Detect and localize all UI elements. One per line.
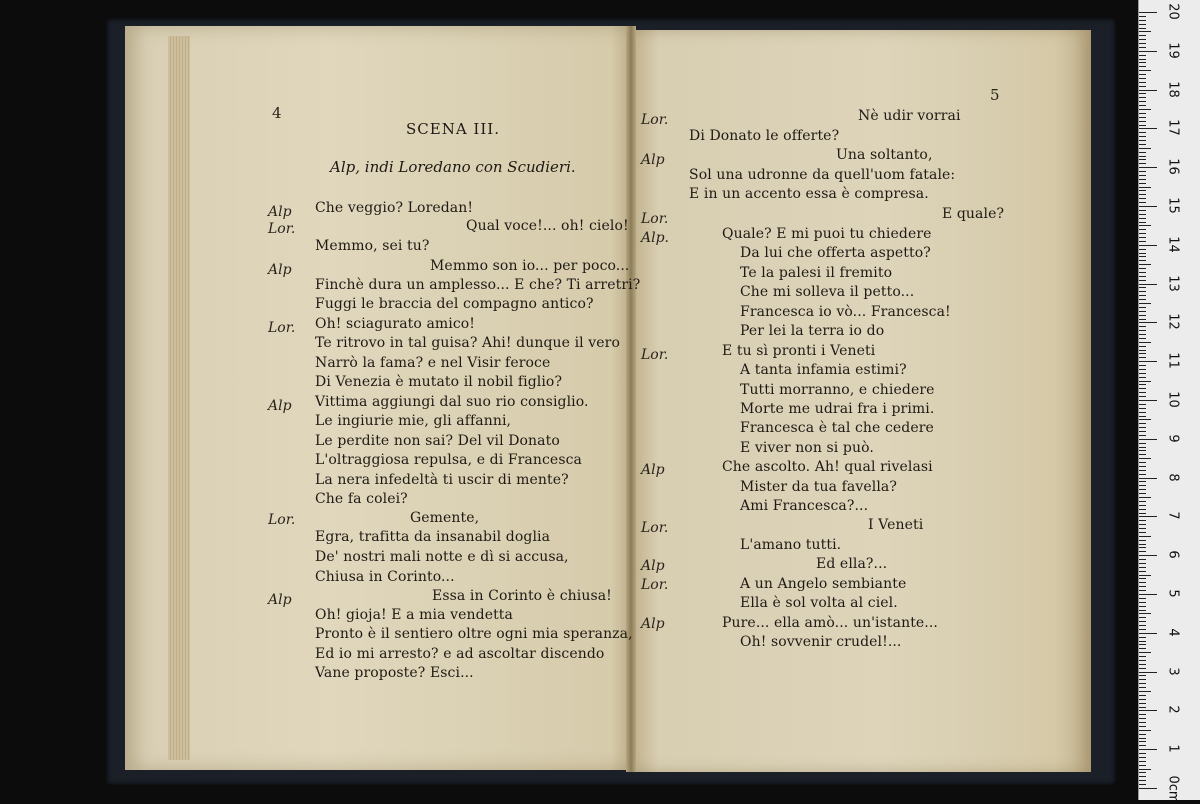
ruler-tick bbox=[1139, 225, 1151, 226]
ruler-tick bbox=[1139, 47, 1146, 48]
ruler-tick bbox=[1139, 501, 1146, 502]
ruler-tick bbox=[1139, 206, 1157, 207]
verse-line: Fuggi le braccia del compagno antico? bbox=[315, 296, 594, 312]
ruler-tick bbox=[1139, 384, 1146, 385]
ruler-tick bbox=[1139, 78, 1146, 79]
ruler-tick bbox=[1139, 788, 1157, 789]
ruler-tick bbox=[1139, 187, 1151, 188]
ruler-tick bbox=[1139, 423, 1146, 424]
ruler-tick bbox=[1139, 462, 1146, 463]
verse-line: Che ascolto. Ah! qual rivelasi bbox=[722, 459, 933, 475]
ruler-tick bbox=[1139, 268, 1146, 269]
ruler-tick bbox=[1139, 544, 1146, 545]
ruler-number: 0cm bbox=[1165, 775, 1181, 804]
speaker-label: Alp bbox=[268, 204, 292, 220]
ruler-tick bbox=[1139, 443, 1146, 444]
verse-line: Sol una udronne da quell'uom fatale: bbox=[689, 167, 956, 183]
ruler-tick bbox=[1139, 90, 1157, 91]
ruler-tick bbox=[1139, 765, 1146, 766]
ruler-tick bbox=[1139, 466, 1146, 467]
ruler-tick bbox=[1139, 485, 1146, 486]
ruler-tick bbox=[1139, 528, 1146, 529]
ruler-tick bbox=[1139, 128, 1157, 129]
ruler-tick bbox=[1139, 683, 1146, 684]
ruler-tick bbox=[1139, 509, 1146, 510]
ruler-tick bbox=[1139, 641, 1146, 642]
ruler-tick bbox=[1139, 505, 1146, 506]
ruler-tick bbox=[1139, 194, 1146, 195]
verse-line: Nè udir vorrai bbox=[858, 108, 961, 124]
ruler-tick bbox=[1139, 551, 1146, 552]
verse-line: Te ritrovo in tal guisa? Ahi! dunque il vero bbox=[315, 335, 620, 351]
ruler-tick bbox=[1139, 210, 1146, 211]
speaker-label: Alp. bbox=[641, 230, 669, 246]
speaker-label: Lor. bbox=[268, 320, 296, 336]
ruler-tick bbox=[1139, 513, 1146, 514]
ruler-tick bbox=[1139, 326, 1146, 327]
ruler-tick bbox=[1139, 745, 1146, 746]
ruler-tick bbox=[1139, 679, 1146, 680]
speaker-label: Alp bbox=[641, 152, 665, 168]
speaker-label: Alp bbox=[268, 592, 292, 608]
verse-line: Francesca è tal che cedere bbox=[740, 420, 934, 436]
ruler-tick bbox=[1139, 214, 1146, 215]
ruler-tick bbox=[1139, 610, 1146, 611]
ruler-tick bbox=[1139, 707, 1146, 708]
verse-line: E quale? bbox=[942, 206, 1005, 222]
verse-line: Pronto è il sentiero oltre ogni mia speranza, bbox=[315, 626, 633, 642]
ruler-tick bbox=[1139, 229, 1146, 230]
speaker-label: Alp bbox=[641, 558, 665, 574]
ruler-tick bbox=[1139, 598, 1146, 599]
ruler-tick bbox=[1139, 419, 1151, 420]
ruler-tick bbox=[1139, 198, 1146, 199]
ruler-tick bbox=[1139, 594, 1157, 595]
ruler-tick bbox=[1139, 613, 1151, 614]
ruler-tick bbox=[1139, 249, 1146, 250]
ruler-tick bbox=[1139, 644, 1146, 645]
verse-line: L'oltraggiosa repulsa, e di Francesca bbox=[315, 452, 582, 468]
speaker-label: Lor. bbox=[268, 512, 296, 528]
ruler-tick bbox=[1139, 396, 1146, 397]
ruler-number: 1 bbox=[1165, 744, 1181, 753]
ruler-tick bbox=[1139, 291, 1146, 292]
ruler-number: 9 bbox=[1165, 434, 1181, 443]
verse-line: Chiusa in Corinto... bbox=[315, 569, 455, 585]
ruler-tick bbox=[1139, 431, 1146, 432]
ruler-tick bbox=[1139, 218, 1146, 219]
ruler-tick bbox=[1139, 152, 1146, 153]
ruler-tick bbox=[1139, 20, 1146, 21]
ruler-tick bbox=[1139, 144, 1146, 145]
ruler-number: 5 bbox=[1165, 589, 1181, 598]
ruler-tick bbox=[1139, 656, 1146, 657]
ruler-tick bbox=[1139, 675, 1146, 676]
ruler-tick bbox=[1139, 625, 1146, 626]
verse-line: Che mi solleva il petto... bbox=[740, 284, 915, 300]
ruler-tick bbox=[1139, 450, 1146, 451]
ruler-number: 12 bbox=[1165, 313, 1181, 331]
verse-line: Che veggio? Loredan! bbox=[315, 200, 474, 216]
ruler-tick bbox=[1139, 330, 1146, 331]
ruler-tick bbox=[1139, 687, 1146, 688]
ruler-tick bbox=[1139, 361, 1157, 362]
verse-line: Mister da tua favella? bbox=[740, 479, 897, 495]
verse-line: Finchè dura un amplesso... E che? Ti arretri? bbox=[315, 277, 641, 293]
ruler-tick bbox=[1139, 311, 1146, 312]
verse-line: Egra, trafitta da insanabil doglia bbox=[315, 529, 551, 545]
verse-line: Tutti morranno, e chiedere bbox=[740, 382, 935, 398]
verse-line: Te la palesi il fremito bbox=[740, 265, 893, 281]
ruler-number: 4 bbox=[1165, 628, 1181, 637]
ruler-tick bbox=[1139, 586, 1146, 587]
ruler-tick bbox=[1139, 59, 1146, 60]
ruler-tick bbox=[1139, 156, 1146, 157]
right-page-number: 5 bbox=[990, 86, 1000, 104]
verse-line: Ed ella?... bbox=[816, 556, 888, 572]
ruler-tick bbox=[1139, 190, 1146, 191]
ruler-tick bbox=[1139, 28, 1146, 29]
ruler-tick bbox=[1139, 769, 1151, 770]
verse-line: A un Angelo sembiante bbox=[740, 576, 907, 592]
verse-line: Memmo son io... per poco... bbox=[430, 258, 630, 274]
ruler-tick bbox=[1139, 761, 1146, 762]
ruler-tick bbox=[1139, 648, 1146, 649]
ruler-number: 13 bbox=[1165, 274, 1181, 292]
speaker-label: Lor. bbox=[641, 347, 669, 363]
ruler-tick bbox=[1139, 660, 1146, 661]
ruler-tick bbox=[1139, 93, 1146, 94]
ruler-tick bbox=[1139, 524, 1146, 525]
speaker-label: Lor. bbox=[641, 577, 669, 593]
ruler-tick bbox=[1139, 478, 1157, 479]
ruler-tick bbox=[1139, 695, 1146, 696]
ruler-number: 16 bbox=[1165, 158, 1181, 175]
ruler-tick bbox=[1139, 567, 1146, 568]
measuring-ruler bbox=[1138, 0, 1200, 804]
ruler-tick bbox=[1139, 97, 1146, 98]
ruler-tick bbox=[1139, 668, 1146, 669]
ruler-tick bbox=[1139, 377, 1146, 378]
ruler-tick bbox=[1139, 710, 1157, 711]
ruler-tick bbox=[1139, 427, 1146, 428]
ruler-number: 7 bbox=[1165, 511, 1181, 521]
verse-line: Le ingiurie mie, gli affanni, bbox=[315, 413, 512, 429]
ruler-tick bbox=[1139, 66, 1146, 67]
ruler-tick bbox=[1139, 253, 1146, 254]
ruler-tick bbox=[1139, 315, 1146, 316]
verse-line: Vane proposte? Esci... bbox=[315, 665, 474, 681]
ruler-tick bbox=[1139, 408, 1146, 409]
scene-subtitle: Alp, indi Loredano con Scudieri. bbox=[330, 158, 576, 176]
ruler-tick bbox=[1139, 163, 1146, 164]
verse-line: Di Donato le offerte? bbox=[689, 128, 840, 144]
verse-line: Di Venezia è mutato il nobil figlio? bbox=[315, 374, 563, 390]
ruler-tick bbox=[1139, 51, 1157, 52]
ruler-tick bbox=[1139, 664, 1146, 665]
ruler-tick bbox=[1139, 342, 1151, 343]
verse-line: Morte me udrai fra i primi. bbox=[740, 401, 935, 417]
ruler-tick bbox=[1139, 357, 1146, 358]
verse-line: E in un accento essa è compresa. bbox=[689, 186, 929, 202]
ruler-tick bbox=[1139, 256, 1146, 257]
ruler-number: 17 bbox=[1165, 119, 1181, 137]
ruler-tick bbox=[1139, 416, 1146, 417]
ruler-tick bbox=[1139, 435, 1146, 436]
ruler-tick bbox=[1139, 637, 1146, 638]
ruler-tick bbox=[1139, 458, 1151, 459]
ruler-tick bbox=[1139, 516, 1157, 517]
ruler-tick bbox=[1139, 481, 1146, 482]
ruler-tick bbox=[1139, 629, 1146, 630]
ruler-tick bbox=[1139, 536, 1151, 537]
ruler-tick bbox=[1139, 582, 1146, 583]
verse-line: Gemente, bbox=[410, 510, 480, 526]
ruler-tick bbox=[1139, 633, 1157, 634]
ruler-tick bbox=[1139, 730, 1151, 731]
ruler-number: 15 bbox=[1165, 197, 1181, 214]
ruler-tick bbox=[1139, 140, 1146, 141]
ruler-tick bbox=[1139, 353, 1146, 354]
ruler-tick bbox=[1139, 381, 1151, 382]
ruler-tick bbox=[1139, 400, 1157, 401]
ruler-tick bbox=[1139, 338, 1146, 339]
verse-line: E tu sì pronti i Veneti bbox=[722, 343, 876, 359]
ruler-tick bbox=[1139, 454, 1146, 455]
verse-line: E viver non si può. bbox=[740, 440, 874, 456]
verse-line: Le perdite non sai? Del vil Donato bbox=[315, 433, 560, 449]
verse-line: I Veneti bbox=[868, 517, 924, 533]
ruler-tick bbox=[1139, 35, 1146, 36]
verse-line: Essa in Corinto è chiusa! bbox=[432, 588, 612, 604]
ruler-tick bbox=[1139, 101, 1146, 102]
ruler-tick bbox=[1139, 749, 1157, 750]
ruler-tick bbox=[1139, 497, 1151, 498]
ruler-tick bbox=[1139, 369, 1146, 370]
ruler-tick bbox=[1139, 555, 1157, 556]
ruler-tick bbox=[1139, 55, 1146, 56]
page-edges bbox=[168, 36, 190, 760]
ruler-tick bbox=[1139, 175, 1146, 176]
ruler-tick bbox=[1139, 31, 1151, 32]
ruler-tick bbox=[1139, 74, 1146, 75]
verse-line: A tanta infamia estimi? bbox=[740, 362, 907, 378]
ruler-tick bbox=[1139, 559, 1146, 560]
ruler-tick bbox=[1139, 280, 1146, 281]
ruler-tick bbox=[1139, 12, 1157, 13]
verse-line: Pure... ella amò... un'istante... bbox=[722, 615, 938, 631]
ruler-tick bbox=[1139, 563, 1146, 564]
speaker-label: Lor. bbox=[641, 112, 669, 128]
ruler-tick bbox=[1139, 284, 1157, 285]
verse-line: Oh! sovvenir crudel!... bbox=[740, 634, 902, 650]
ruler-number: 8 bbox=[1165, 472, 1181, 482]
ruler-tick bbox=[1139, 439, 1157, 440]
ruler-tick bbox=[1139, 474, 1146, 475]
ruler-tick bbox=[1139, 784, 1146, 785]
ruler-tick bbox=[1139, 322, 1157, 323]
ruler-number: 14 bbox=[1165, 236, 1181, 253]
ruler-tick bbox=[1139, 617, 1146, 618]
ruler-tick bbox=[1139, 148, 1151, 149]
verse-line: Da lui che offerta aspetto? bbox=[740, 245, 931, 261]
ruler-number: 19 bbox=[1165, 42, 1181, 59]
verse-line: Oh! sciagurato amico! bbox=[315, 316, 476, 332]
ruler-tick bbox=[1139, 602, 1146, 603]
verse-line: Che fa colei? bbox=[315, 491, 408, 507]
ruler-tick bbox=[1139, 489, 1146, 490]
ruler-tick bbox=[1139, 132, 1146, 133]
ruler-tick bbox=[1139, 125, 1146, 126]
ruler-tick bbox=[1139, 753, 1146, 754]
ruler-tick bbox=[1139, 334, 1146, 335]
ruler-number: 2 bbox=[1165, 705, 1181, 715]
ruler-tick bbox=[1139, 43, 1146, 44]
ruler-tick bbox=[1139, 412, 1146, 413]
ruler-tick bbox=[1139, 70, 1151, 71]
left-page-number: 4 bbox=[272, 104, 282, 122]
verse-line: La nera infedeltà ti uscir di mente? bbox=[315, 472, 569, 488]
ruler-tick bbox=[1139, 179, 1146, 180]
ruler-tick bbox=[1139, 447, 1146, 448]
ruler-tick bbox=[1139, 241, 1146, 242]
ruler-number: 20 bbox=[1165, 3, 1181, 20]
ruler-tick bbox=[1139, 62, 1146, 63]
ruler-tick bbox=[1139, 245, 1157, 246]
ruler-tick bbox=[1139, 171, 1146, 172]
ruler-tick bbox=[1139, 703, 1146, 704]
ruler-number: 6 bbox=[1165, 550, 1181, 559]
verse-line: Per lei la terra io do bbox=[740, 323, 885, 339]
ruler-tick bbox=[1139, 578, 1146, 579]
ruler-tick bbox=[1139, 621, 1146, 622]
verse-line: Ed io mi arresto? e ad ascoltar discendo bbox=[315, 646, 605, 662]
ruler-tick bbox=[1139, 547, 1146, 548]
ruler-tick bbox=[1139, 350, 1146, 351]
ruler-tick bbox=[1139, 121, 1146, 122]
ruler-tick bbox=[1139, 183, 1146, 184]
ruler-tick bbox=[1139, 571, 1146, 572]
ruler-tick bbox=[1139, 159, 1146, 160]
ruler-tick bbox=[1139, 299, 1146, 300]
ruler-tick bbox=[1139, 287, 1146, 288]
ruler-tick bbox=[1139, 105, 1146, 106]
ruler-tick bbox=[1139, 260, 1146, 261]
ruler-tick bbox=[1139, 276, 1146, 277]
ruler-tick bbox=[1139, 392, 1146, 393]
speaker-label: Alp bbox=[268, 262, 292, 278]
ruler-tick bbox=[1139, 575, 1151, 576]
ruler-number: 10 bbox=[1165, 391, 1181, 408]
ruler-tick bbox=[1139, 780, 1146, 781]
ruler-tick bbox=[1139, 167, 1157, 168]
ruler-tick bbox=[1139, 726, 1146, 727]
verse-line: Francesca io vò... Francesca! bbox=[740, 304, 951, 320]
book-gutter bbox=[626, 26, 636, 772]
ruler-tick bbox=[1139, 16, 1146, 17]
ruler-tick bbox=[1139, 652, 1151, 653]
ruler-tick bbox=[1139, 136, 1146, 137]
verse-line: Memmo, sei tu? bbox=[315, 238, 430, 254]
ruler-tick bbox=[1139, 388, 1146, 389]
ruler-tick bbox=[1139, 365, 1146, 366]
ruler-tick bbox=[1139, 202, 1146, 203]
speaker-label: Alp bbox=[268, 398, 292, 414]
ruler-tick bbox=[1139, 606, 1146, 607]
ruler-tick bbox=[1139, 222, 1146, 223]
ruler-tick bbox=[1139, 109, 1151, 110]
ruler-tick bbox=[1139, 532, 1146, 533]
ruler-tick bbox=[1139, 404, 1146, 405]
ruler-number: 3 bbox=[1165, 666, 1181, 676]
ruler-tick bbox=[1139, 714, 1146, 715]
speaker-label: Alp bbox=[641, 462, 665, 478]
ruler-tick bbox=[1139, 303, 1151, 304]
ruler-tick bbox=[1139, 264, 1151, 265]
verse-line: Vittima aggiungi dal suo rio consiglio. bbox=[315, 394, 589, 410]
ruler-tick bbox=[1139, 772, 1146, 773]
ruler-tick bbox=[1139, 520, 1146, 521]
ruler-tick bbox=[1139, 738, 1146, 739]
ruler-tick bbox=[1139, 24, 1146, 25]
verse-line: De' nostri mali notte e dì si accusa, bbox=[315, 549, 569, 565]
ruler-number: 11 bbox=[1165, 352, 1181, 369]
verse-line: Qual voce!... oh! cielo! bbox=[466, 218, 629, 234]
verse-line: Oh! gioja! E a mia vendetta bbox=[315, 607, 513, 623]
ruler-tick bbox=[1139, 540, 1146, 541]
verse-line: L'amano tutti. bbox=[740, 537, 842, 553]
ruler-tick bbox=[1139, 776, 1146, 777]
ruler-tick bbox=[1139, 82, 1146, 83]
ruler-tick bbox=[1139, 346, 1146, 347]
ruler-tick bbox=[1139, 718, 1146, 719]
ruler-tick bbox=[1139, 86, 1146, 87]
verse-line: Quale? E mi puoi tu chiedere bbox=[722, 226, 932, 242]
ruler-tick bbox=[1139, 233, 1146, 234]
ruler-tick bbox=[1139, 757, 1146, 758]
ruler-tick bbox=[1139, 734, 1146, 735]
ruler-tick bbox=[1139, 373, 1146, 374]
scene-title: SCENA III. bbox=[406, 120, 500, 138]
ruler-tick bbox=[1139, 722, 1146, 723]
verse-line: Narrò la fama? e nel Visir feroce bbox=[315, 355, 551, 371]
ruler-tick bbox=[1139, 741, 1146, 742]
ruler-tick bbox=[1139, 590, 1146, 591]
ruler-tick bbox=[1139, 672, 1157, 673]
speaker-label: Lor. bbox=[641, 211, 669, 227]
ruler-tick bbox=[1139, 39, 1146, 40]
ruler-tick bbox=[1139, 319, 1146, 320]
speaker-label: Lor. bbox=[268, 221, 296, 237]
verse-line: Ella è sol volta al ciel. bbox=[740, 595, 898, 611]
ruler-tick bbox=[1139, 691, 1151, 692]
ruler-tick bbox=[1139, 470, 1146, 471]
ruler-tick bbox=[1139, 117, 1146, 118]
ruler-tick bbox=[1139, 272, 1146, 273]
speaker-label: Lor. bbox=[641, 520, 669, 536]
verse-line: Ami Francesca?... bbox=[740, 498, 869, 514]
ruler-number: 18 bbox=[1165, 80, 1181, 98]
ruler-tick bbox=[1139, 307, 1146, 308]
verse-line: Una soltanto, bbox=[836, 147, 933, 163]
speaker-label: Alp bbox=[641, 616, 665, 632]
ruler-tick bbox=[1139, 295, 1146, 296]
ruler-tick bbox=[1139, 493, 1146, 494]
ruler-tick bbox=[1139, 699, 1146, 700]
ruler-tick bbox=[1139, 237, 1146, 238]
ruler-tick bbox=[1139, 113, 1146, 114]
